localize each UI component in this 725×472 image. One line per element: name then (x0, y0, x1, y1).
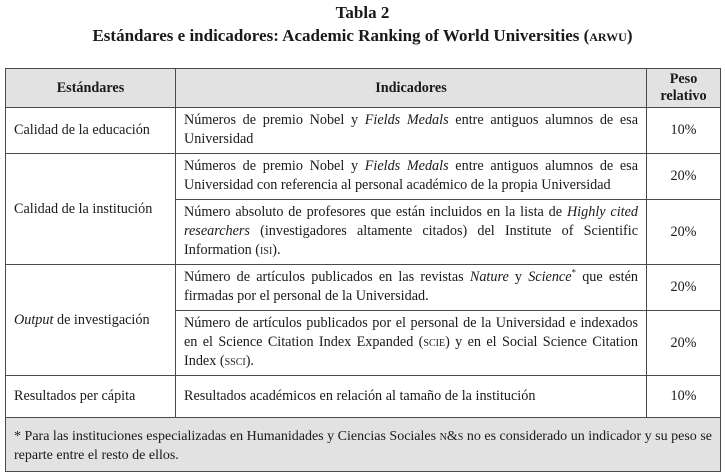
indicator-text: Número de artículos publicados en las revistas (184, 269, 470, 285)
indicator-text: ) y en el Social Science Citation Index ( (184, 334, 638, 369)
header-indicators: Indicadores (176, 69, 647, 108)
weight-cell: 20% (647, 265, 721, 311)
indicator-abbr: ssci (224, 353, 246, 369)
weight-cell: 20% (647, 311, 721, 376)
table-row (6, 108, 721, 154)
indicator-cell (176, 108, 647, 154)
footnote-cell (6, 418, 721, 472)
indicator-text: y (508, 269, 529, 285)
standard-cell (6, 265, 176, 376)
indicator-text: que estén firmadas por el personal de la Universidad. (184, 269, 639, 304)
standard-italic: Output (14, 311, 54, 328)
indicator-cell (176, 154, 647, 200)
table-title-close: ) (626, 26, 633, 45)
table-header-row (6, 69, 721, 108)
table-caption (0, 0, 725, 60)
indicator-text: ). (272, 242, 281, 258)
header-standards: Estándares (6, 69, 176, 108)
indicator-cell: Resultados académicos en relación al tamaño de la institución (176, 376, 647, 418)
indicator-text: entre antiguos alumnos de esa Universidad (184, 112, 638, 147)
table-title-main: Estándares e indicadores: Academic Ranking of World Universities ( (92, 26, 590, 45)
weight-cell: 10% (647, 108, 721, 154)
indicator-text: Números de premio Nobel y (184, 158, 365, 174)
indicator-text: Números de premio Nobel y (184, 112, 365, 128)
indicator-italic: Science (528, 269, 572, 285)
table-title (0, 25, 725, 47)
indicator-italic: Nature (469, 269, 509, 285)
indicator-abbr: scie (423, 334, 446, 350)
indicator-cell (176, 311, 647, 376)
footnote-abbr: n&s (439, 428, 464, 444)
indicator-text: ). (245, 353, 254, 369)
indicator-cell (176, 265, 647, 311)
standard-cell: Calidad de la institución (6, 154, 176, 265)
indicator-italic: Fields Medals (364, 158, 449, 174)
table-title-abbr: arwu (589, 26, 627, 45)
table-row (6, 265, 721, 311)
weight-cell: 20% (647, 154, 721, 200)
standard-cell: Resultados per cápita (6, 376, 176, 418)
indicator-text: entre antiguos alumnos de esa Universidad con referencia al personal académico de la propia Universidad (184, 158, 638, 193)
weight-cell: 20% (647, 200, 721, 265)
indicator-text: (investigadores altamente citados) del Institute of Scientific Information ( (184, 223, 638, 258)
indicator-text: Número absoluto de profesores que están incluidos en la lista de (184, 204, 567, 220)
weight-cell: 10% (647, 376, 721, 418)
arwu-table (5, 68, 721, 472)
indicator-cell (176, 200, 647, 265)
header-weight: Peso relativo (647, 69, 721, 108)
indicator-italic: Highly cited researchers (184, 204, 638, 239)
table-row (6, 376, 721, 418)
standard-text: de investigación (53, 311, 150, 328)
footnote-row (6, 418, 721, 472)
indicator-abbr: isi (260, 242, 273, 258)
standard-cell: Calidad de la educación (6, 108, 176, 154)
indicator-text: Número de artículos publicados por el personal de la Universidad e indexados en el Science Citation Index Expanded ( (184, 315, 638, 350)
table-row (6, 154, 721, 200)
footnote-text: no es considerado un indicador y su peso se reparte entre el resto de ellos. (14, 428, 712, 463)
indicator-italic: Fields Medals (364, 112, 449, 128)
footnote-marker: * (571, 267, 577, 278)
table-number: Tabla 2 (335, 3, 390, 22)
footnote-text: * Para las instituciones especializadas en Humanidades y Ciencias Sociales (14, 428, 440, 444)
